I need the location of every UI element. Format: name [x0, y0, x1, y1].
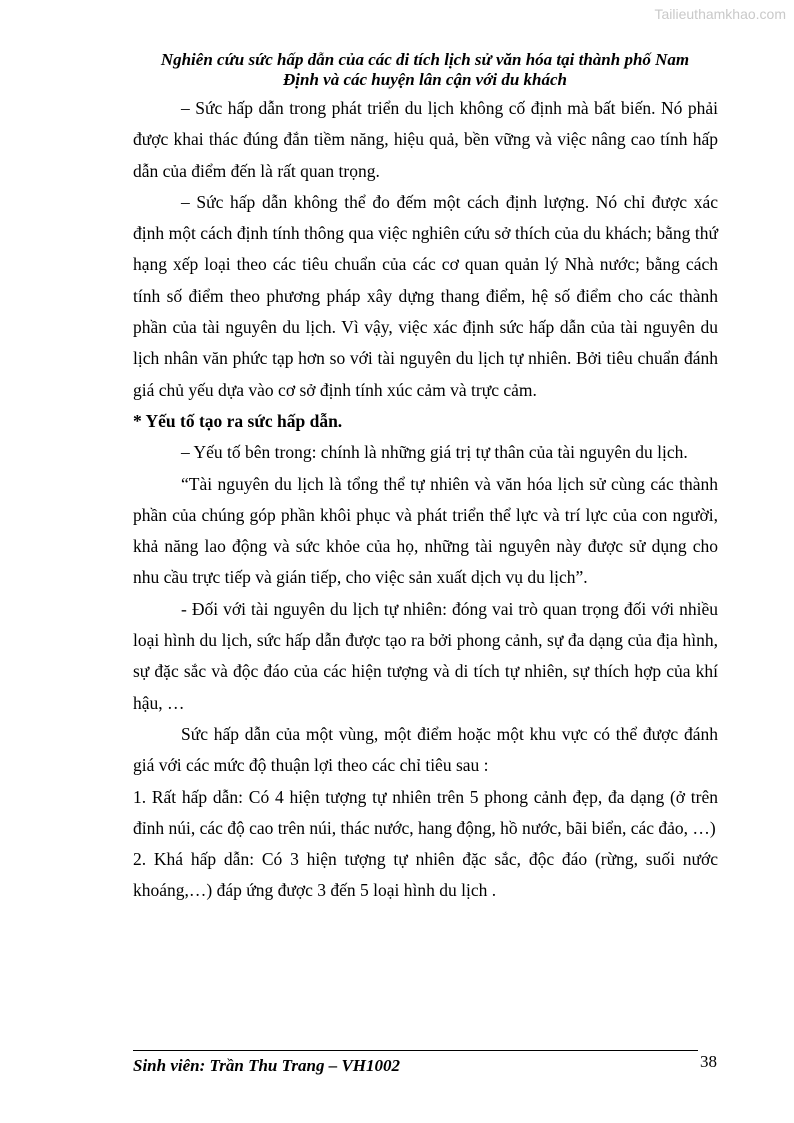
paragraph-natural-resources: - Đối với tài nguyên du lịch tự nhiên: đóng vai trò quan trọng đối với nhiều loại hình du lịch, sức hấp dẫn được tạo ra bởi phong cảnh, sự đa dạng của địa hình, sự đặc sắc và độc đáo của các hiện tượng và di tích tự nhiên, sự thích hợp của khí hậu, …	[133, 598, 718, 713]
paragraph-evaluation-criteria: Sức hấp dẫn của một vùng, một điểm hoặc một khu vực có thể được đánh giá với các mức độ thuận lợi theo các chỉ tiêu sau :	[133, 723, 718, 776]
header-title-line2: Định và các huyện lân cận với du khách	[283, 70, 567, 89]
watermark-text: Tailieuthamkhao.com	[654, 6, 786, 22]
paragraph-attraction-not-fixed: – Sức hấp dẫn trong phát triển du lịch không cố định mà bất biến. Nó phải được khai thác đúng đắn tiềm năng, hiệu quả, bền vững và việc nâng cao tính hấp dẫn của điểm đến là rất quan trọng.	[133, 98, 718, 181]
paragraph-attraction-not-measurable: – Sức hấp dẫn không thể đo đếm một cách định lượng. Nó chỉ được xác định một cách định tính thông qua việc nghiên cứu sở thích của du khách; bằng thứ hạng xếp loại theo các tiêu chuẩn của các cơ quan quản lý Nhà nước; bằng cách tính số điểm theo phương pháp xây dựng thang điểm, hệ số điểm cho các thành phần của tài nguyên du lịch. Vì vậy, việc xác định sức hấp dẫn của tài nguyên du lịch nhân văn phức tạp hơn so với tài nguyên du lịch tự nhiên. Bởi tiêu chuẩn đánh giá chủ yếu dựa vào cơ sở định tính xúc cảm và trực cảm.	[133, 191, 718, 400]
header-title-line1: Nghiên cứu sức hấp dẫn của các di tích lịch sử văn hóa tại thành phố Nam	[160, 50, 690, 69]
section-heading-attraction-factors: * Yếu tố tạo ra sức hấp dẫn.	[133, 410, 343, 431]
paragraph-quote-tourism-resources: “Tài nguyên du lịch là tổng thể tự nhiên và văn hóa lịch sử cùng các thành phần của chúng góp phần khôi phục và phát triển thể lực và trí lực của con người, khả năng lao động và sức khỏe của họ, những tài nguyên này được sử dụng cho nhu cầu trực tiếp và gián tiếp, cho việc sản xuất dịch vụ du lịch”.	[133, 473, 718, 588]
footer-divider	[133, 1050, 698, 1051]
paragraph-internal-factor: – Yếu tố bên trong: chính là những giá trị tự thân của tài nguyên du lịch.	[181, 442, 688, 463]
page-number: 38	[700, 1052, 717, 1071]
list-item-fairly-attractive: 2. Khá hấp dẫn: Có 3 hiện tượng tự nhiên đặc sắc, độc đáo (rừng, suối nước khoáng,…) đáp ứng được 3 đến 5 loại hình du lịch .	[133, 849, 718, 901]
footer-author: Sinh viên: Trần Thu Trang – VH1002	[133, 1056, 401, 1075]
list-item-very-attractive: 1. Rất hấp dẫn: Có 4 hiện tượng tự nhiên trên 5 phong cảnh đẹp, đa dạng (ở trên đỉnh núi, các độ cao trên núi, thác nước, hang động, hồ nước, bãi biển, các đảo, …)	[133, 786, 718, 838]
page-body	[133, 93, 718, 907]
running-header	[120, 50, 730, 90]
